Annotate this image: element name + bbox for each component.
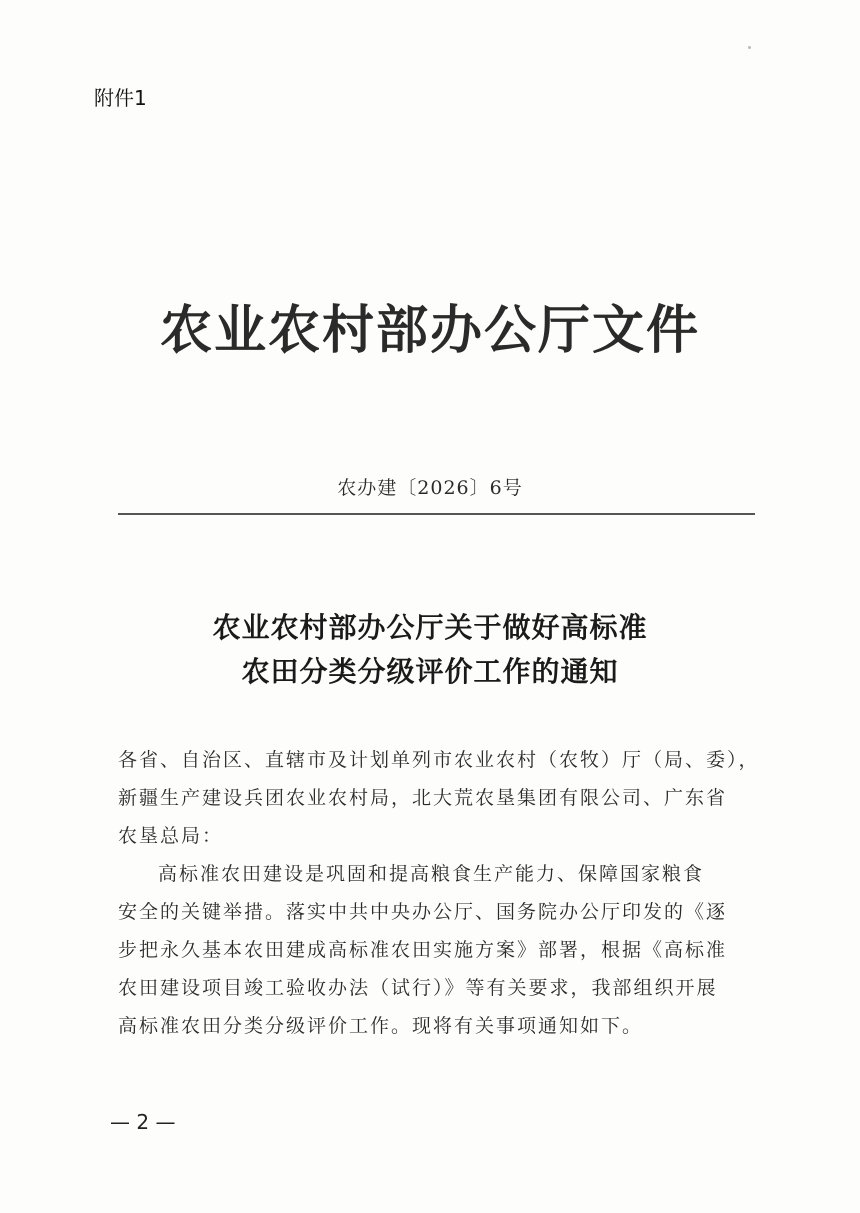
paragraph-line: 高标准农田建设是巩固和提高粮食生产能力、保障国家粮食 [158,863,705,885]
paragraph-line: 高标准农田分类分级评价工作。现将有关事项通知如下。 [118,1015,644,1037]
notice-title [0,606,860,694]
salutation-line: 农垦总局： [118,825,224,847]
salutation-line: 新疆生产建设兵团农业农村局，北大荒农垦集团有限公司、广东省 [118,787,728,809]
notice-title-line: 农业农村部办公厅关于做好高标准 [212,611,648,644]
document-header: 农业农村部办公厅文件 [159,300,700,361]
paragraph-line: 步把永久基本农田建成高标准农田实施方案》部署，根据《高标准 [118,939,728,961]
attachment-label: 附件1 [94,86,147,110]
paragraph-line: 安全的关键举措。落实中共中央办公厅、国务院办公厅印发的《逐 [118,901,728,923]
paragraph-line: 农田建设项目竣工验收办法（试行）》等有关要求，我部组织开展 [118,977,718,999]
document-number: 农办建〔2026〕6号 [337,477,523,499]
header-divider [118,513,755,515]
page-number: — 2 — [110,1110,176,1134]
salutation-line: 各省、自治区、直辖市及计划单列市农业农村（农牧）厅（局、委）， [118,749,760,771]
notice-title-line: 农田分类分级评价工作的通知 [241,655,619,688]
document-body [118,741,758,1045]
scan-speck [748,46,751,49]
